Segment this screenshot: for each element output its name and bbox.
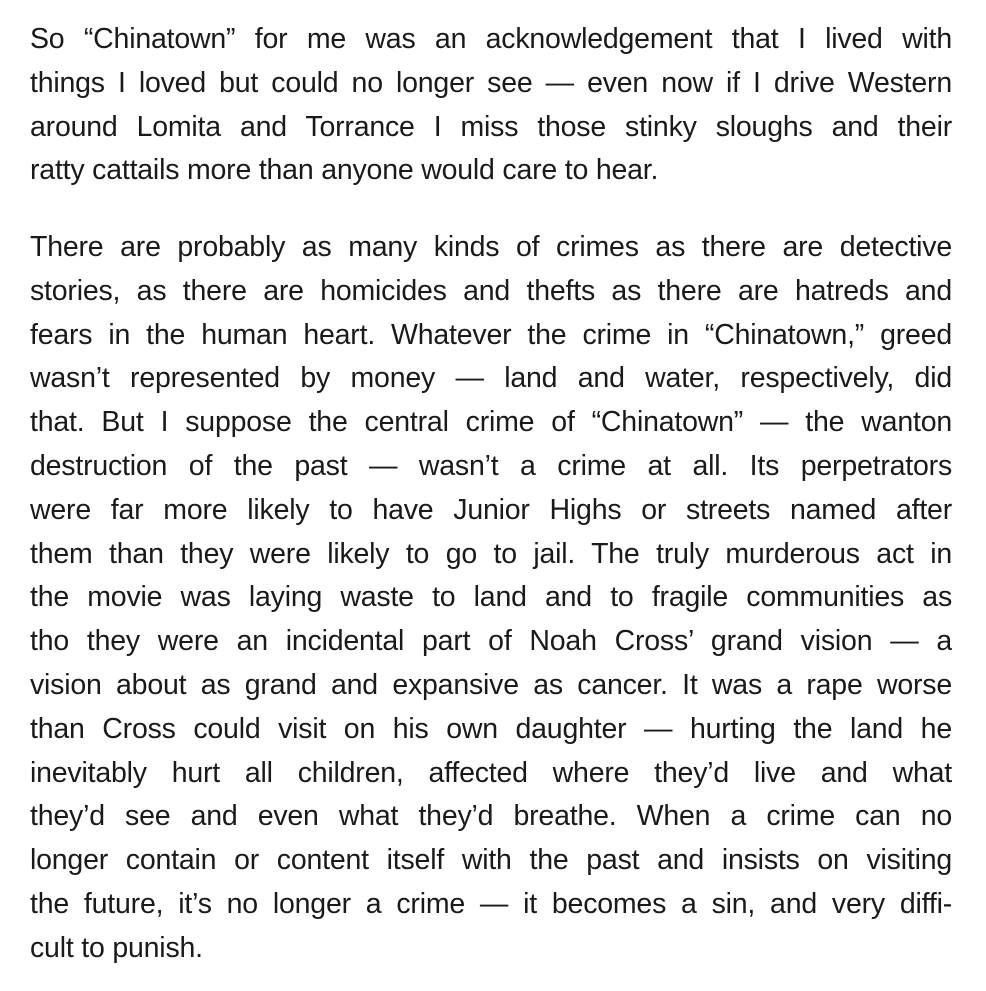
text-line: them than they were likely to go to jail. The truly murderous act in (30, 537, 952, 570)
text-line: the future, it’s no longer a crime — it becomes a sin, and very diffi- (30, 887, 952, 920)
text-line: So “Chinatown” for me was an acknowledgement that I lived with (30, 23, 952, 55)
text-line: fears in the human heart. Whatever the crime in “Chinatown,” greed (30, 318, 952, 351)
text-line: destruction of the past — wasn’t a crime at all. Its perpetrators (30, 449, 952, 482)
text-line: There are probably as many kinds of crimes as there are detective (30, 231, 952, 263)
text-line: things I loved but could no longer see — even now if I drive Western (30, 66, 952, 99)
text-line: that. But I suppose the central crime of “Chinatown” — the wanton (30, 406, 952, 439)
text-line: longer contain or content itself with the past and insists on visiting (30, 844, 952, 877)
text-line: ratty cattails more than anyone would care to hear. (30, 154, 659, 187)
text-line: tho they were an incidental part of Noah Cross’ grand vision — a (30, 625, 952, 658)
text-line: vision about as grand and expansive as cancer. It was a rape worse (30, 668, 952, 701)
text-line: than Cross could visit on his own daughter — hurting the land he (30, 712, 952, 745)
text-line: they’d see and even what they’d breathe. When a crime can no (30, 800, 952, 833)
text-line: around Lomita and Torrance I miss those stinky sloughs and their (30, 110, 952, 143)
text-line: wasn’t represented by money — land and water, respectively, did (30, 362, 952, 395)
paragraph-chinatown-acknowledgement (30, 18, 952, 193)
text-line: were far more likely to have Junior Highs or streets named after (30, 493, 952, 526)
text-line: the movie was laying waste to land and to fragile communities as (30, 581, 952, 614)
text-line: stories, as there are homicides and thefts as there are hatreds and (30, 274, 952, 307)
text-line: inevitably hurt all children, affected where they’d live and what (30, 756, 952, 789)
paragraph-crimes (30, 226, 952, 971)
text-line: cult to punish. (30, 931, 203, 964)
